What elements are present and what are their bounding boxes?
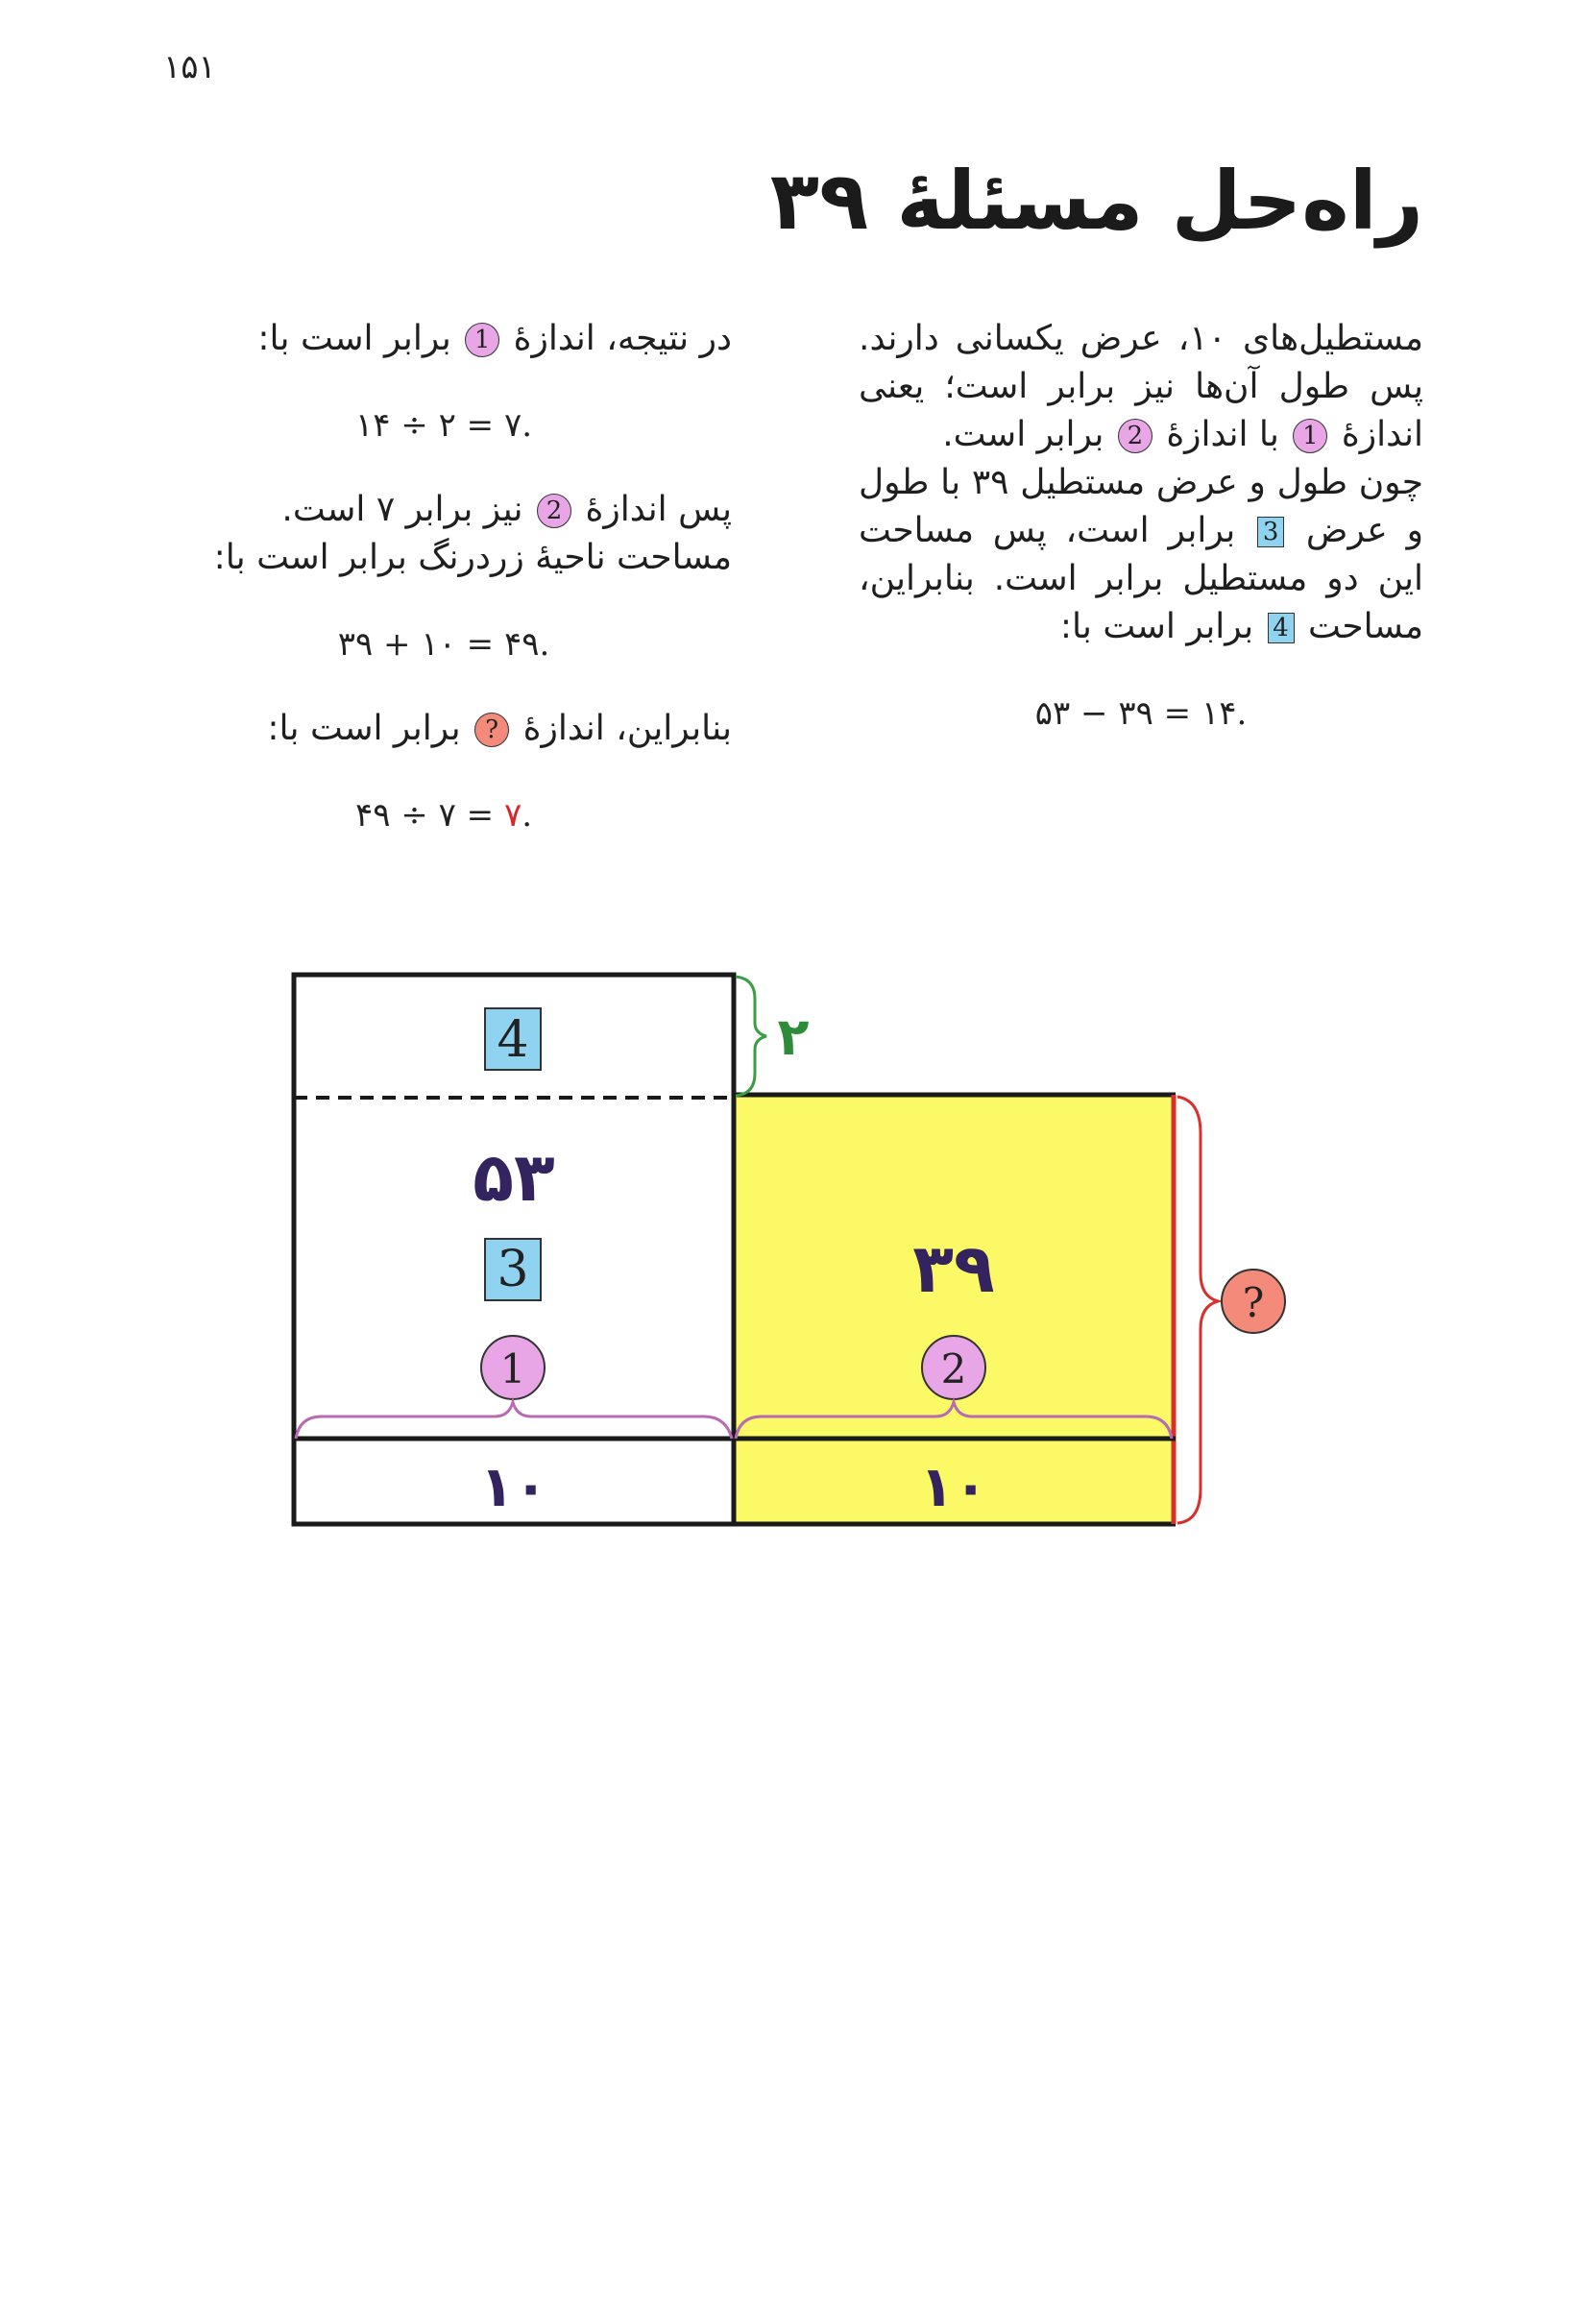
marker-square-3: 3	[1257, 517, 1284, 547]
marker-circle-2: 2	[1118, 419, 1152, 453]
equation-2: ۱۴ ÷ ۲ = ۷.	[354, 406, 533, 445]
marker-circle-2: 2	[537, 494, 571, 528]
paragraph-2	[859, 459, 1423, 651]
label-10-right: ۱۰	[919, 1454, 988, 1519]
left-line-4	[156, 705, 732, 753]
para1-text-c: برابر است.	[942, 415, 1104, 454]
marker-square-4: 4	[1268, 613, 1295, 643]
marker-circle-1: 1	[1293, 419, 1327, 453]
page-title: راه‌حل مسئلهٔ ۳۹	[769, 154, 1423, 248]
para1-text-b: با اندازهٔ	[1166, 415, 1279, 454]
left-line2-text-b: نیز برابر ۷ است.	[281, 490, 523, 529]
marker-circle-question: ?	[474, 713, 509, 747]
left-line1-text-b: برابر است با:	[257, 319, 451, 358]
marker-question-label: ?	[1242, 1279, 1265, 1326]
left-line-3: مساحت ناحیهٔ زردرنگ برابر است با:	[213, 538, 732, 577]
brace-pink-left	[296, 1402, 732, 1439]
marker-square-4-label: 4	[497, 1011, 529, 1069]
label-39: ۳۹	[912, 1229, 995, 1308]
marker-circle-1-label: 1	[499, 1345, 526, 1392]
equation-4	[156, 791, 732, 839]
left-line4-text-b: برابر است با:	[267, 709, 461, 748]
marker-circle-1: 1	[465, 323, 499, 357]
paragraph-1	[859, 315, 1423, 459]
label-53: ۵۳	[473, 1138, 555, 1217]
marker-square-3-label: 3	[497, 1241, 529, 1298]
equation-1: ۵۳ − ۳۹ = ۱۴.	[1034, 694, 1248, 733]
rectangle-diagram	[0, 951, 1577, 1623]
para2-text-c: برابر است با:	[1059, 607, 1254, 646]
label-2: ۲	[777, 1006, 810, 1067]
para1-text-a: مستطیل‌های ۱۰، عرض یکسانی دارند. پس طول آن‌ها نیز برابر است؛ یعنی اندازهٔ	[859, 319, 1424, 454]
left-line-2	[156, 486, 732, 534]
brace-red	[1177, 1097, 1218, 1523]
solution-column-left	[156, 315, 732, 876]
left-line1-text-a: در نتیجه، اندازهٔ	[513, 319, 732, 358]
solution-column-right	[859, 315, 1423, 738]
eq4-prefix: ۴۹ ÷ ۷ =	[354, 796, 504, 835]
label-10-left: ۱۰	[479, 1454, 548, 1519]
eq4-suffix: .	[522, 796, 533, 835]
equation-3: ۳۹ + ۱۰ = ۴۹.	[337, 625, 550, 664]
brace-green	[736, 977, 766, 1096]
para2-text-a: چون طول و عرض مستطیل ۳۹ با طول و عرض	[859, 463, 1423, 550]
left-line4-text-a: بنابراین، اندازهٔ	[522, 709, 732, 748]
left-line-1	[156, 315, 732, 363]
page-number: ۱۵۱	[163, 48, 216, 86]
para2-text-b: برابر است، پس مساحت این دو مستطیل برابر است. بنابراین، مساحت	[859, 511, 1423, 646]
left-line2-text-a: پس اندازهٔ	[585, 490, 732, 529]
eq4-answer: ۷	[503, 796, 522, 835]
marker-circle-2-label: 2	[940, 1345, 967, 1392]
